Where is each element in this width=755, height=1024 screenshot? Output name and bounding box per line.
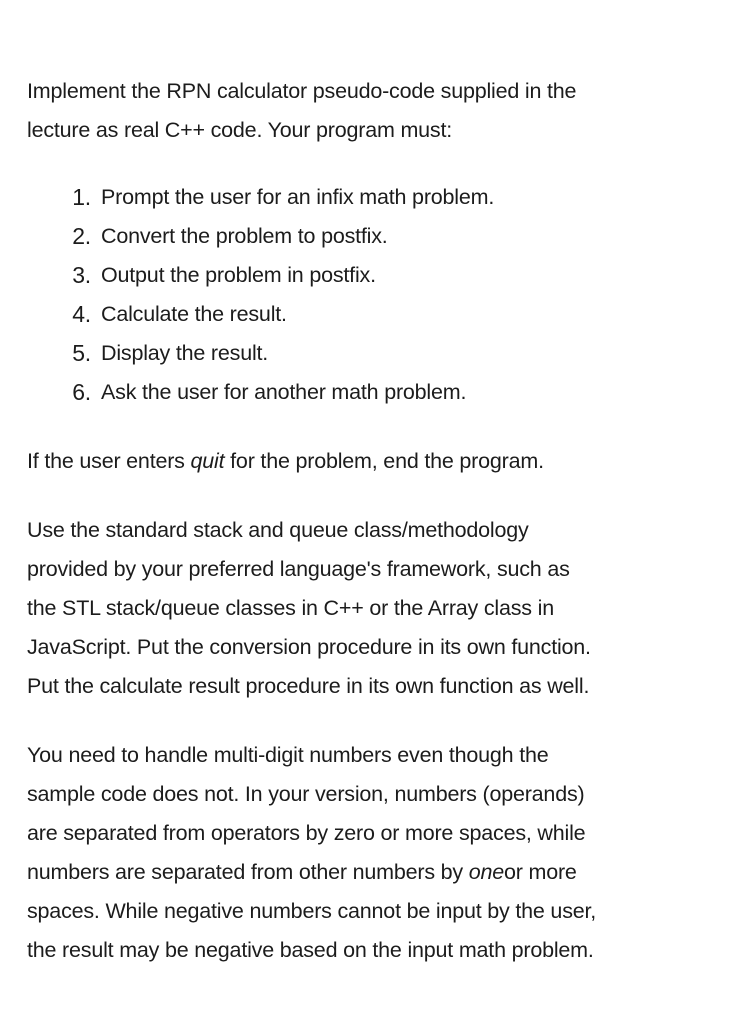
list-item [27,295,732,334]
stack-line-4: JavaScript. Put the conversion procedure in its own function. [27,635,591,659]
multidigit-line-4-after: or more [504,860,577,884]
multidigit-line-4-before: numbers are separated from other numbers by [27,860,469,884]
quit-text-after: for the problem, end the program. [224,449,544,473]
list-item [27,373,732,412]
list-item-text: Convert the problem to postfix. [101,224,388,248]
stack-queue-paragraph [27,511,732,706]
list-item [27,256,732,295]
list-item [27,217,732,256]
quit-text-before: If the user enters [27,449,191,473]
list-item-text: Output the problem in postfix. [101,263,376,287]
one-keyword: one [468,860,505,884]
stack-line-5: Put the calculate result procedure in its own function as well. [27,674,590,698]
list-number: 1. [72,184,91,210]
list-item-text: Ask the user for another math problem. [101,380,467,404]
assignment-document [27,72,732,970]
quit-paragraph [27,442,732,481]
multidigit-line-3: are separated from operators by zero or more spaces, while [27,821,586,845]
quit-keyword: quit [190,449,225,473]
multidigit-paragraph [27,736,732,970]
list-item-text: Prompt the user for an infix math problem. [101,185,495,209]
intro-paragraph [27,72,732,150]
multidigit-line-2: sample code does not. In your version, numbers (operands) [27,782,585,806]
list-number: 5. [72,340,91,366]
list-number: 2. [72,223,91,249]
multidigit-line-5: spaces. While negative numbers cannot be input by the user, [27,899,597,923]
multidigit-line-6: the result may be negative based on the input math problem. [27,938,594,962]
list-number: 4. [72,301,91,327]
list-item-text: Calculate the result. [101,302,287,326]
requirements-list [27,178,732,412]
multidigit-line-1: You need to handle multi-digit numbers even though the [27,743,549,767]
list-number: 3. [72,262,91,288]
stack-line-3: the STL stack/queue classes in C++ or the Array class in [27,596,554,620]
list-item [27,334,732,373]
intro-line-2: lecture as real C++ code. Your program must: [27,118,453,142]
list-number: 6. [72,379,91,405]
stack-line-1: Use the standard stack and queue class/methodology [27,518,529,542]
intro-line-1: Implement the RPN calculator pseudo-code supplied in the [27,79,577,103]
list-item [27,178,732,217]
list-item-text: Display the result. [101,341,269,365]
stack-line-2: provided by your preferred language's framework, such as [27,557,570,581]
